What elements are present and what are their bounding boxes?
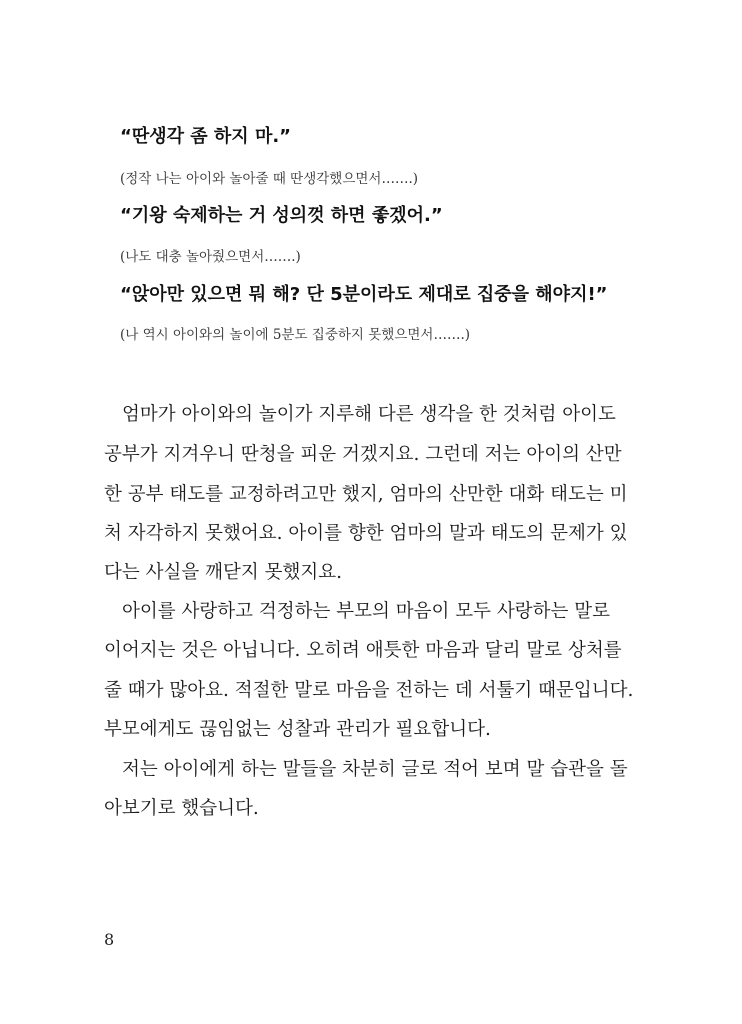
paragraph-2-line-3: 줄 때가 많아요. 적절한 말로 마음을 전하는 데 서툴기 때문입니다. bbox=[104, 680, 634, 701]
paragraph-1-line-2: 공부가 지겨우니 딴청을 피운 거겠지요. 그런데 저는 아이의 산만 bbox=[104, 444, 622, 465]
quote-1: “딴생각 좀 하지 마.” bbox=[120, 126, 292, 147]
paragraph-3-line-1: 저는 아이에게 하는 말들을 차분히 글로 적어 보며 말 습관을 돌 bbox=[122, 759, 628, 780]
paragraph-1-line-1: 엄마가 아이와의 놀이가 지루해 다른 생각을 한 것처럼 아이도 bbox=[122, 404, 616, 425]
page-number: 8 bbox=[104, 930, 115, 949]
quote-3: “앉아만 있으면 뭐 해? 단 5분이라도 제대로 집중을 해야지!” bbox=[120, 284, 608, 305]
aside-1: (정작 나는 아이와 놀아줄 때 딴생각했으면서…….) bbox=[120, 171, 419, 187]
paragraph-1-line-4: 처 자각하지 못했어요. 아이를 향한 엄마의 말과 태도의 문제가 있 bbox=[104, 523, 628, 544]
paragraph-1-line-3: 한 공부 태도를 교정하려고만 했지, 엄마의 산만한 대화 태도는 미 bbox=[104, 484, 628, 505]
paragraph-2-line-2: 이어지는 것은 아닙니다. 오히려 애틋한 마음과 달리 말로 상처를 bbox=[104, 640, 622, 661]
paragraph-2-line-4: 부모에게도 끊임없는 성찰과 관리가 필요합니다. bbox=[104, 719, 491, 740]
quote-2: “기왕 숙제하는 거 성의껏 하면 좋겠어.” bbox=[120, 205, 443, 226]
aside-3: (나 역시 아이와의 놀이에 5분도 집중하지 못했으면서…….) bbox=[120, 327, 471, 343]
paragraph-2-line-1: 아이를 사랑하고 걱정하는 부모의 마음이 모두 사랑하는 말로 bbox=[122, 601, 610, 622]
paragraph-1-line-5: 다는 사실을 깨닫지 못했지요. bbox=[104, 562, 342, 583]
aside-2: (나도 대충 놀아줬으면서…….) bbox=[120, 249, 301, 265]
paragraph-3-line-2: 아보기로 했습니다. bbox=[104, 798, 259, 819]
